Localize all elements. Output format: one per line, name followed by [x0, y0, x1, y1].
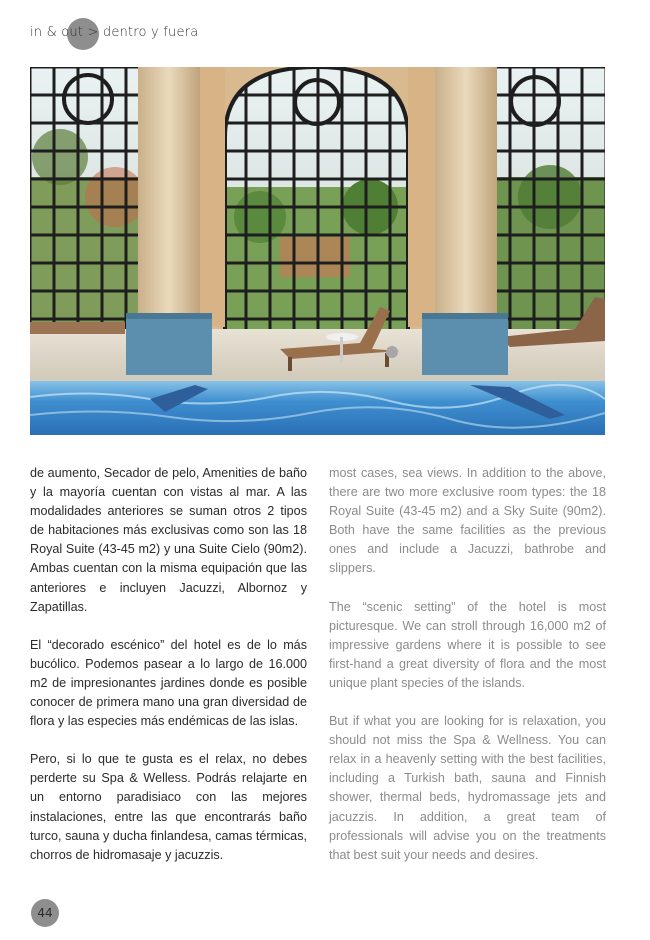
spanish-paragraph-2: El “decorado escénico” del hotel es de lo más bucólico. Podemos pasear a lo largo de 16.000 m2 de impresionantes jardines donde es posible conocer de primera mano una gran diversidad de flora y las especies más endémicas de las islas. — [30, 637, 307, 729]
spanish-paragraph-1: de aumento, Secador de pelo, Amenities de baño y la mayoría cuentan con vistas al mar. A las modalidades anteriores se suman otros 2 tipos de habitaciones más exclusivas como son las 18 Royal Suite (43-45 m2) y una Suite Cielo (90m2). Ambas cuentan con la misma equipación que las anteriores e incluyen Jacuzzi, Albornoz y Zapatillas. — [30, 466, 307, 614]
right-window — [495, 67, 605, 342]
center-window — [225, 67, 408, 342]
english-text-column — [329, 464, 606, 884]
section-header — [30, 18, 330, 48]
spanish-text-column — [30, 464, 307, 884]
english-paragraph-3: But if what you are looking for is relaxation, you should not miss the Spa & Wellness. You can relax in a heavenly setting with the best facilities, including a Turkish bath, sauna and Finnish shower, thermal beds, hydromassage jets and jacuzzis. In addition, a great team of professionals will advise you on the treatments that best suit your needs and desires. — [329, 714, 606, 862]
left-window — [30, 67, 145, 342]
pool-scene-illustration — [30, 67, 605, 435]
spanish-paragraph-3: Pero, si lo que te gusta es el relax, no debes perderte su Spa & Welless. Podrás relajarte en un entorno paradisiaco con las mejores instalaciones, entre las que encontrarás baño turco, sauna y ducha finlandesa, camas térmicas, chorros de hidromasaje y jacuzzis. — [30, 752, 307, 862]
english-paragraph-2: The “scenic setting” of the hotel is most picturesque. We can stroll through 16,000 m2 of impressive gardens where it is possible to see first-hand a great diversity of flora and the most unique plant species of the islands. — [329, 599, 606, 690]
page-number: 44 — [31, 899, 59, 927]
hotel-pool-photo — [30, 67, 605, 435]
section-label: in & out > dentro y fuera — [30, 25, 199, 40]
english-paragraph-1: most cases, sea views. In addition to the above, there are two more exclusive room types: the 18 Royal Suite (43-45 m2) and a Sky Suite (90m2). Both have the same facilities as the previous ones and include a Jacuzzi, bathrobe and slippers. — [329, 466, 606, 576]
